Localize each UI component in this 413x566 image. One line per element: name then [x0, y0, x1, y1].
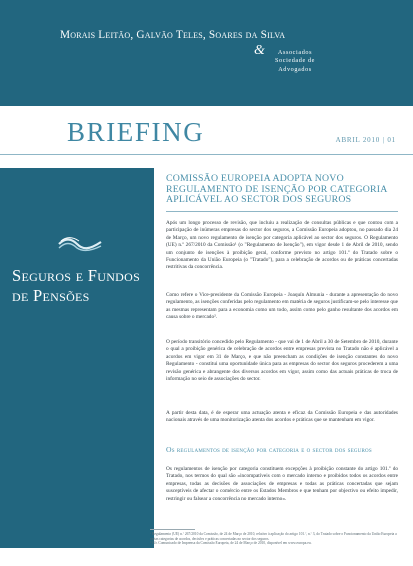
assoc-line-1: Associados — [277, 49, 313, 56]
footnotes — [150, 532, 404, 546]
wave-logo-icon — [57, 236, 103, 252]
assoc-line-3: Advogados — [278, 65, 312, 73]
footnote-1: ¹ Regulamento (UE) n.º 267/2010 da Comissão, de 24 de Março de 2010, relativo à aplicação do artigo 101.º, n.º 3, do Tratado sobre o Funcionamento da União Europeia a certas categorias de acordos, decisões e práticas concertadas no sector dos seguros. — [150, 532, 397, 541]
paragraph-1: Após um longo processo de revisão, que incluiu a realização de consultas públicas e que contou com a participação de inúmeras empresas do sector dos seguros, a Comissão Europeia adoptou, no passado dia 24 de Março, um novo regulamento de isenção por categoria aplicável ao sector dos seguros. O Regulamento (UE) n.º 267/2010 da Comissão¹ (o "Regulamento de Isenção"), em vigor desde 1 de Abril de 2010, sendo um conjunto de isenções à proibição geral, conforme previsto no artigo 101.º do Tratado sobre o Funcionamento da União Europeia (o "Tratado"), para a celebração de acordos ou de práticas concertadas restritivas da concorrência. — [166, 220, 398, 271]
section-subheading: Os regulamentos de isenção por categoria e o sector dos seguros — [166, 445, 372, 454]
firm-associates-block — [254, 43, 335, 74]
paragraph-5: Os regulamentos de isenção por categoria constituem excepções à proibição constante do artigo 101.º do Tratado, nos termos do qual são «incompatíveis com o mercado interno e proibidos todos os acordos entre empresas, todas as decisões de associações de empresas e todas as práticas concertadas que sejam susceptíveis de afectar o comércio entre os Estados Membros e que tenham por objectivo ou efeito impedir, restringir ou falsear a concorrência no mercado interno». — [166, 466, 398, 502]
article-headline: COMISSÃO EUROPEIA ADOPTA NOVO REGULAMENTO DE ISENÇÃO POR CATEGORIA APLICÁVEL AO SECTOR DOS SEGUROS — [166, 173, 387, 206]
briefing-title: BRIEFING — [67, 117, 205, 147]
firm-name: Morais Leitão, Galvão Teles, Soares da Silva — [60, 29, 286, 41]
sidebar-panel — [0, 168, 154, 548]
headline-divider — [166, 211, 398, 212]
issue-date: ABRIL 2010 | 01 — [335, 136, 396, 144]
section-title: Seguros e Fundos de Pensões — [12, 266, 141, 305]
paragraph-3: O período transitório concedido pelo Regulamento - que vai de 1 de Abril a 30 de Setembro de 2010, durante o qual a proibição genérica de celebração de acordos entre empresas prevista no Tratado não é aplicável a acordos em vigor em 31 de Março, e que não preencham as condições de isenção constantes do novo Regulamento - constitui uma oportunidade única para as empresas do sector dos seguros procederem a uma revisão genérica e abrangente dos diversos acordos em vigor, assim como das actuais práticas de troca de informação no seio de associações do sector. — [166, 339, 398, 383]
header-banner — [0, 0, 413, 106]
assoc-line-2: Sociedade de — [274, 57, 315, 65]
paragraph-4: A partir desta data, é de esperar uma actuação atenta e eficaz da Comissão Europeia e das autoridades nacionais através de uma monitorização atenta dos acordos e práticas que se mantenham em vigor. — [166, 410, 398, 424]
ampersand: & — [254, 43, 266, 58]
briefing-bar — [0, 112, 413, 155]
footnote-divider — [150, 529, 195, 530]
footnote-2: ² Cfr. Comunicado de Imprensa da Comissão Europeia, de 24 de Março de 2010, disponível em www.europa.eu. — [150, 541, 312, 546]
paragraph-2: Como refere o Vice-presidente da Comissão Europeia - Joaquín Almunia - durante a apresentação do novo regulamento, as isenções conferidas pelo regulamento em matéria de seguros justificam-se pelo interesse que as mesmas representam para a economia como um todo, assim como pelo ganho resultante dos acordos em causa sobre o mercado². — [166, 292, 398, 321]
